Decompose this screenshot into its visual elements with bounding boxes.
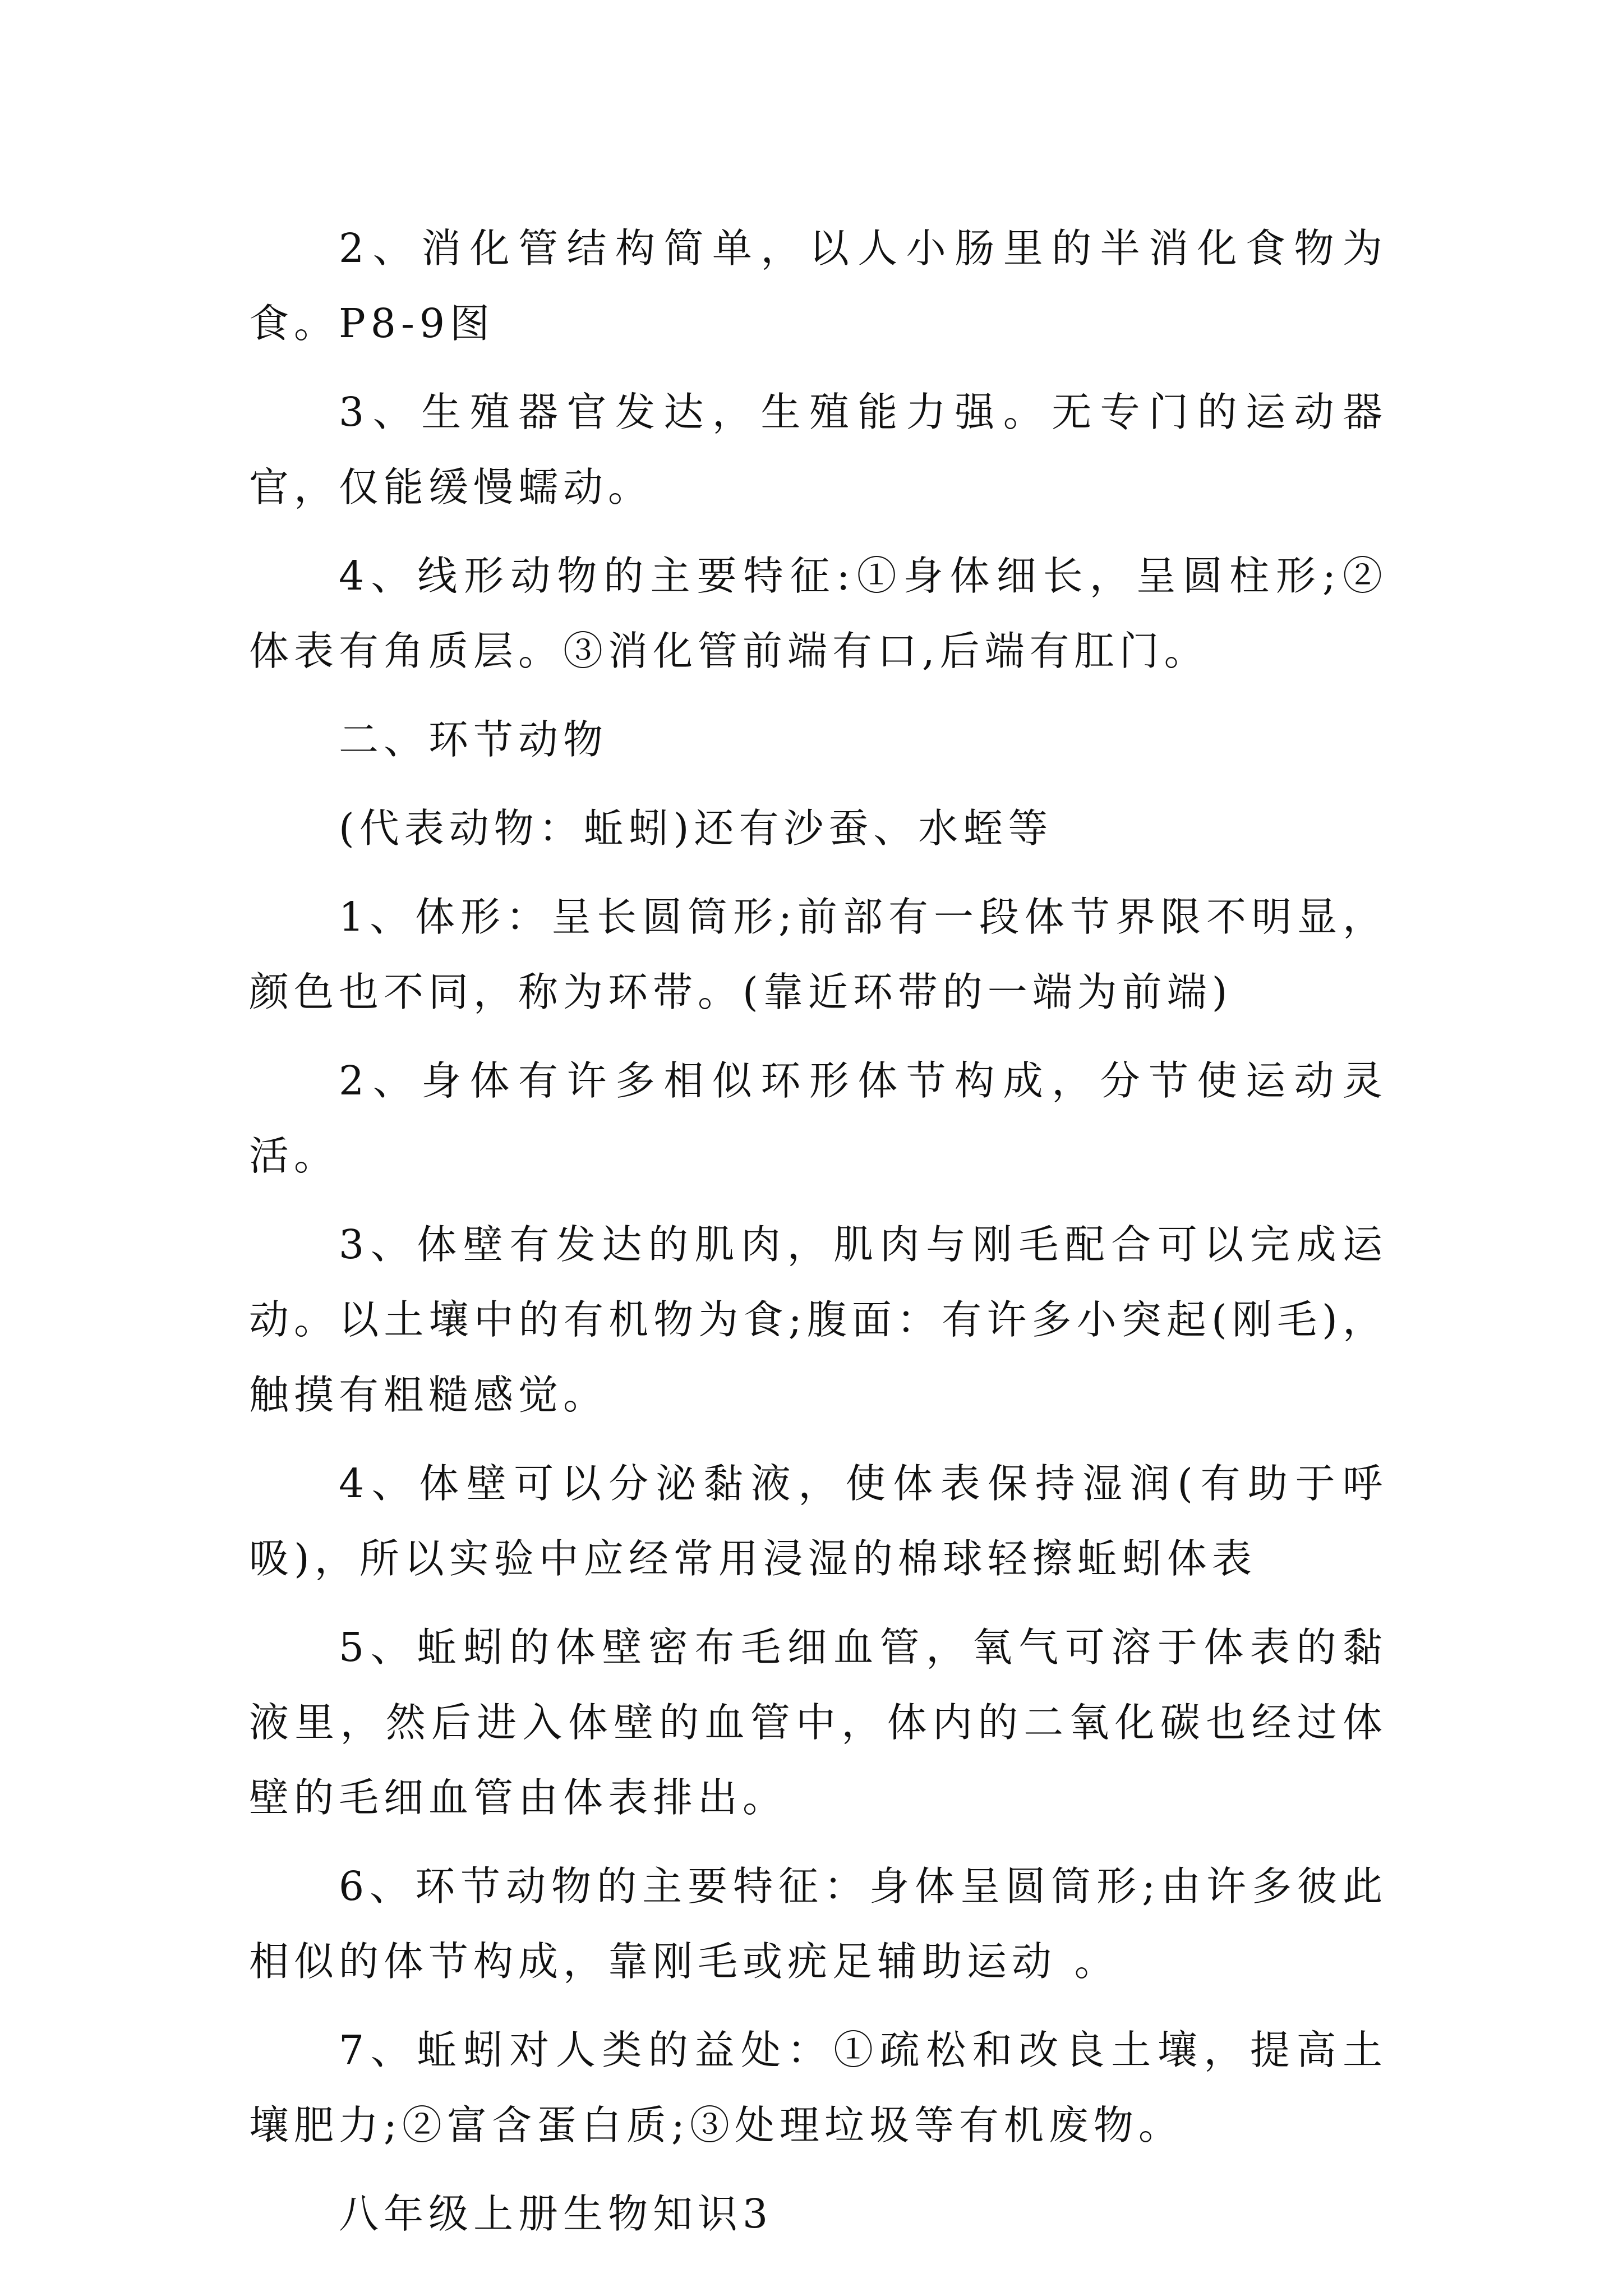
- paragraph-body-shape: 1、体形：呈长圆筒形;前部有一段体节界限不明显，颜色也不同，称为环带。(靠近环带的一端为前端): [249, 894, 1387, 1015]
- paragraph-capillaries: 5、蚯蚓的体壁密布毛细血管，氧气可溶于体表的黏液里，然后进入体壁的血管中，体内的二氧化碳也经过体壁的毛细血管由体表排出。: [249, 1624, 1387, 1821]
- paragraph-representative-animals: (代表动物：蚯蚓)还有沙蚕、水蛭等: [339, 805, 1053, 852]
- section-title-grade8-biology-3: 八年级上册生物知识3: [339, 2191, 773, 2237]
- paragraph-body-wall-muscles: 3、体壁有发达的肌肉，肌肉与刚毛配合可以完成运动。以土壤中的有机物为食;腹面：有许多小突起(刚毛)，触摸有粗糙感觉。: [249, 1221, 1387, 1418]
- paragraph-segments: 2、身体有许多相似环形体节构成，分节使运动灵活。: [249, 1057, 1387, 1179]
- paragraph-earthworm-benefits: 7、蚯蚓对人类的益处：①疏松和改良土壤，提高土壤肥力;②富含蛋白质;③处理垃圾等有机废物。: [249, 2027, 1387, 2148]
- paragraph-nematode-features: 4、线形动物的主要特征:①身体细长，呈圆柱形;②体表有角质层。③消化管前端有口,后端有肛门。: [249, 553, 1387, 674]
- document-body: [249, 211, 1387, 2252]
- paragraph-reproductive-organs: 3、生殖器官发达，生殖能力强。无专门的运动器官，仅能缓慢蠕动。: [249, 389, 1387, 510]
- paragraph-annelid-features: 6、环节动物的主要特征：身体呈圆筒形;由许多彼此相似的体节构成，靠刚毛或疣足辅助运动 。: [249, 1863, 1387, 1985]
- paragraph-mucus: 4、体壁可以分泌黏液，使体表保持湿润(有助于呼吸)，所以实验中应经常用浸湿的棉球轻擦蚯蚓体表: [249, 1460, 1387, 1582]
- section-heading-annelids: 二、环节动物: [339, 716, 608, 763]
- paragraph-digestive-tube: 2、消化管结构简单，以人小肠里的半消化食物为食。P8-9图: [249, 225, 1387, 347]
